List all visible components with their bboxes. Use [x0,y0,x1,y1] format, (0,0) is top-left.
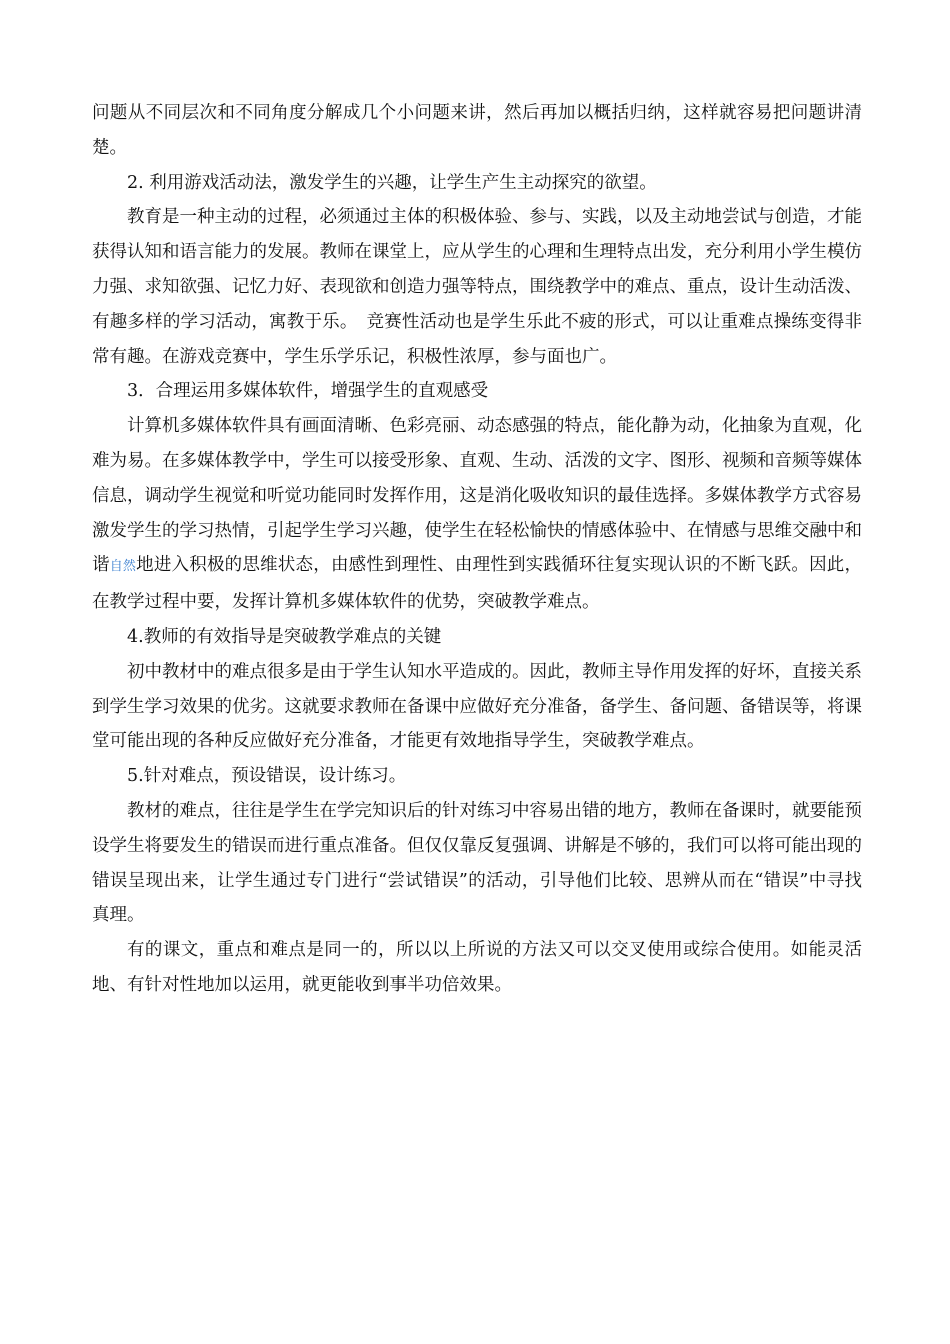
heading-game-activity: 2. 利用游戏活动法，激发学生的兴趣，让学生产生主动探究的欲望。 [127,172,657,193]
paragraph-multimedia-text-before: 计算机多媒体软件具有画面清晰、色彩亮丽、动态感强的特点，能化静为动，化抽象为直观，化难为易。在多媒体教学中，学生可以接受形象、直观、生动、活泼的文字、图形、视频和音频等媒体信息，调动学生视觉和听觉功能同时发挥作用，这是消化吸收知识的最佳选择。多媒体教学方式容易激发学生的学习热情，引起学生学习兴趣，使学生在轻松愉快的情感体验中、在情感与思维交融中和谐 [92,416,862,576]
paragraph-conclusion: 有的课文，重点和难点是同一的，所以以上所说的方法又可以交叉使用或综合使用。如能灵活地、有针对性地加以运用，就更能收到事半功倍效果。 [92,940,862,995]
heading-teacher-guidance: 4.教师的有效指导是突破教学难点的关键 [127,626,442,647]
heading-multimedia: 3．合理运用多媒体软件，增强学生的直观感受 [127,381,489,402]
paragraph-education-active: 教育是一种主动的过程，必须通过主体的积极体验、参与、实践，以及主动地尝试与创造，才能获得认知和语言能力的发展。教师在课堂上，应从学生的心理和生理特点出发，充分利用小学生模仿力强、求知欲强、记忆力好、表现欲和创造力强等特点，围绕教学中的难点、重点，设计生动活泼、有趣多样的学习活动，寓教于乐。 竞赛性活动也是学生乐此不疲的形式，可以让重难点操练变得非常有趣。在游戏竞赛中，学生乐学乐记，积极性浓厚，参与面也广。 [92,207,862,367]
paragraph-multimedia-text-after: 地进入积极的思维状态，由感性到理性、由理性到实践循环往复实现认识的不断飞跃。因此，在教学过程中要，发挥计算机多媒体软件的优势，突破教学难点。 [92,555,862,613]
link-ziran[interactable]: 自然 [109,559,137,575]
heading-preset-errors: 5.针对难点，预设错误，设计练习。 [127,766,407,787]
paragraph-teacher-guidance: 初中教材中的难点很多是由于学生认知水平造成的。因此，教师主导作用发挥的好坏，直接关系到学生学习效果的优劣。这就要求教师在备课中应做好充分准备，备学生、备问题、备错误等，将课堂可能出现的各种反应做好充分准备，才能更有效地指导学生，突破教学难点。 [92,661,862,752]
paragraph-continuation: 问题从不同层次和不同角度分解成几个小问题来讲，然后再加以概括归纳，这样就容易把问题讲清楚。 [92,103,862,158]
paragraph-preset-errors: 教材的难点，往往是学生在学完知识后的针对练习中容易出错的地方，教师在备课时，就要能预设学生将要发生的错误而进行重点准备。但仅仅靠反复强调、讲解是不够的，我们可以将可能出现的错误呈现出来，让学生通过专门进行“尝试错误”的活动，引导他们比较、思辨从而在“错误”中寻找真理。 [92,800,862,926]
document-page [92,96,862,1003]
paragraph-multimedia [92,409,862,620]
